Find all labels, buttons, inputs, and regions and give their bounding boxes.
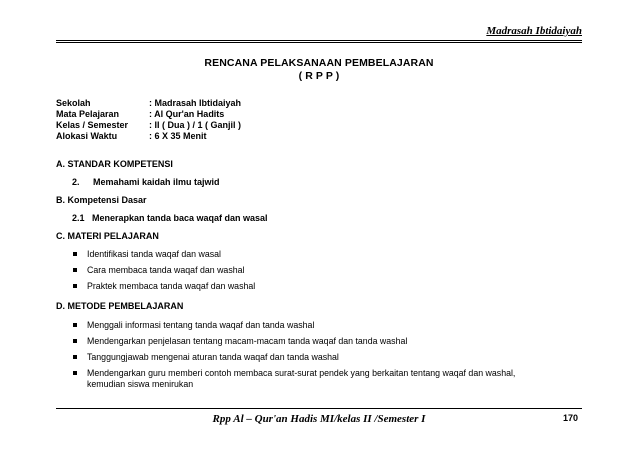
list-item-text: Praktek membaca tanda waqaf dan washal <box>87 281 256 291</box>
section-d-list <box>72 320 542 395</box>
info-label: Sekolah <box>56 98 91 108</box>
info-row <box>56 109 241 120</box>
info-label: Alokasi Waktu <box>56 131 118 141</box>
bullet-icon <box>73 268 77 272</box>
info-row <box>56 98 241 109</box>
document-title-line1: RENCANA PELAKSANAAN PEMBELAJARAN <box>204 57 434 69</box>
page-number: 170 <box>562 413 578 423</box>
list-item-text: Tanggungjawab mengenai aturan tanda waqaf dan tanda washal <box>87 352 339 362</box>
header-title: Madrasah Ibtidaiyah <box>486 25 582 37</box>
list-item-text: Mendengarkan penjelasan tentang macam-macam tanda waqaf dan tanda washal <box>87 336 408 346</box>
info-label: Mata Pelajaran <box>56 109 120 119</box>
info-value: : 6 X 35 Menit <box>149 131 207 141</box>
list-item <box>72 265 255 276</box>
list-item-text: Cara membaca tanda waqaf dan washal <box>87 265 245 275</box>
footer-divider <box>56 408 582 409</box>
info-value: : Madrasah Ibtidaiyah <box>149 98 242 108</box>
info-label: Kelas / Semester <box>56 120 129 130</box>
section-d-heading: D. METODE PEMBELAJARAN <box>56 301 184 311</box>
list-item <box>72 352 542 363</box>
list-item-text: Mendengarkan guru memberi contoh membaca surat-surat pendek yang berkaitan tentang waqaf dan washal, kemudian siswa menirukan <box>87 368 516 389</box>
bullet-icon <box>73 252 77 256</box>
info-row <box>56 120 241 131</box>
info-value: : II ( Dua ) / 1 ( Ganjil ) <box>149 120 242 130</box>
section-b-number: 2.1 <box>72 213 85 223</box>
info-row <box>56 131 241 142</box>
list-item-text: Identifikasi tanda waqaf dan wasal <box>87 249 221 259</box>
info-value: : Al Qur'an Hadits <box>149 109 225 119</box>
section-b-heading: B. Kompetensi Dasar <box>56 195 147 205</box>
footer-text: Rpp Al – Qur'an Hadis MI/kelas II /Semester I <box>212 413 426 425</box>
list-item <box>72 249 255 260</box>
section-a-text: Memahami kaidah ilmu tajwid <box>93 177 220 187</box>
list-item-text: Menggali informasi tentang tanda waqaf dan tanda washal <box>87 320 315 330</box>
section-c-heading: C. MATERI PELAJARAN <box>56 231 159 241</box>
section-c-list <box>72 249 255 297</box>
list-item <box>72 281 255 292</box>
list-item <box>72 320 542 331</box>
bullet-icon <box>73 371 77 375</box>
section-a-number: 2. <box>72 177 80 187</box>
section-a-heading: A. STANDAR KOMPETENSI <box>56 159 173 169</box>
list-item <box>72 368 542 390</box>
info-table <box>56 98 241 142</box>
header-divider <box>56 40 582 43</box>
bullet-icon <box>73 355 77 359</box>
bullet-icon <box>73 323 77 327</box>
bullet-icon <box>73 339 77 343</box>
document-title-line2: ( R P P ) <box>298 70 340 82</box>
section-b-text: Menerapkan tanda baca waqaf dan wasal <box>92 213 268 223</box>
bullet-icon <box>73 284 77 288</box>
document-title <box>0 57 638 83</box>
list-item <box>72 336 542 347</box>
